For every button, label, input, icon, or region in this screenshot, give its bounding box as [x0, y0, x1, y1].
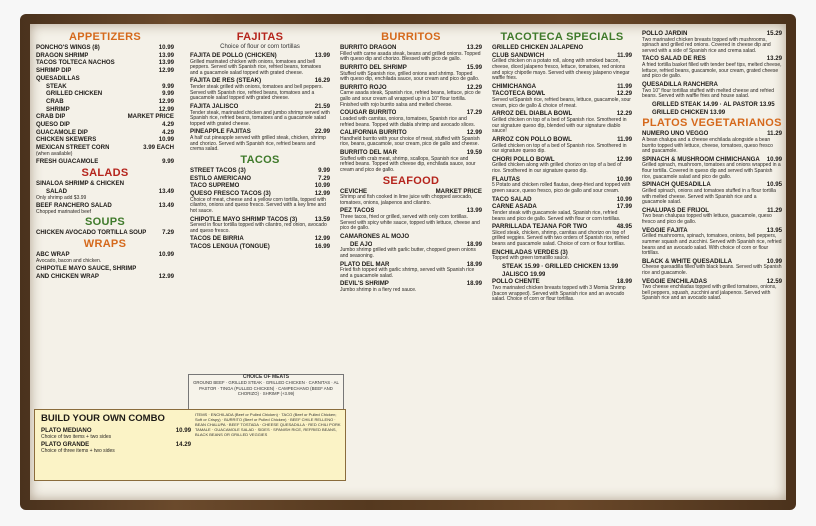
menu-item-description: Tender steak with guacamole salad, Spanish rice, refried beans and pico de gallo. Served with flour or corn tortillas. [492, 209, 621, 222]
menu-item-description: Served in flour tortilla topped with cilantro, red onion, avocado and queso fresco. [190, 222, 327, 234]
menu-item-name: SHRIMP [46, 105, 70, 113]
menu-item-price: 18.99 [466, 240, 482, 248]
menu-item-price: 18.99 [616, 278, 632, 286]
combo-row-name: PLATO GRANDE [41, 441, 90, 449]
menu-item-name: QUESO DIP [36, 121, 70, 129]
menu-item-price: 13.99 [158, 59, 174, 67]
menu-item-price: 12.99 [158, 105, 174, 113]
wraps-list [36, 251, 174, 281]
menu-item-name: CEVICHE [340, 187, 368, 195]
menu-item-price: 9.99 [162, 158, 174, 166]
menu-item-description: Two marinated chicken breasts topped with 3 Momia Shrimp (bacon wrapped). Served with Spanish rice and an avocado salad. Choice of corn or flour tortillas. [492, 285, 626, 303]
section-title-vegetarianos: PLATOS VEGETARIANOS [642, 117, 782, 130]
item-note: Avocado, bacon and chicken. [36, 257, 102, 264]
menu-item-name: GUACAMOLE DIP [36, 128, 88, 136]
menu-item-name: AND CHICKEN WRAP [36, 273, 99, 281]
menu-item-description: Topped with green tomatillo sauce. [492, 255, 569, 262]
menu-item [36, 44, 174, 52]
menu-item-price: 15.29 [766, 30, 782, 37]
menu-item-price: 13.49 [158, 187, 174, 195]
menu-item [642, 109, 782, 117]
tacos-list [190, 167, 330, 251]
menu-item [36, 158, 174, 166]
menu-item-price: 10.99 [158, 44, 174, 51]
menu-item-price: 12.99 [158, 67, 174, 75]
menu-item [642, 101, 782, 109]
menu-item-description: A bean chalupa and a cheese enchilada alongside a bean burrito topped with lettuce, cheese, tomatoes, queso fresco and guacamole. [642, 136, 773, 155]
menu-item-price: 13.99 [314, 52, 330, 59]
menu-item-description: Two bean chalupas topped with lettuce, guacamole, queso fresco and pico de gallo. [642, 213, 772, 226]
menu-item [36, 136, 174, 144]
menu-item-name: PLATO DEL MAR [340, 260, 390, 268]
choice-of-meats-box [188, 374, 344, 410]
menu-item-price: 18.99 [466, 280, 482, 288]
menu-item-name: CHORI POLLO BOWL [492, 155, 555, 163]
menu-item-name: SPINACH & MUSHROOM CHIMICHANGA [642, 155, 760, 163]
menu-item-description: Stuffed with crab meat, shrimp, scallops, Spanish rice and refried beans. Topped with cheese dip, enchilada sauce, sour cream and pico de gallo. [340, 155, 476, 173]
menu-item-price: 4.29 [162, 121, 174, 129]
menu-item-price: 11.29 [767, 206, 782, 214]
menu-item-description: Tender steak grilled with onions, tomatoes and bell peppers. Served with Spanish rice, refried beans, tomatoes and a guacamole salad topped with grated cheese. [190, 84, 323, 102]
menu-item [492, 196, 632, 204]
menu-item-name: CAMARONES AL MOJO [340, 232, 410, 240]
section-title-wraps: WRAPS [83, 238, 127, 251]
menu-item-price: 13.59 [314, 215, 330, 223]
menu-item-name: TACOS DE BIRRIA [190, 235, 244, 243]
menu-item-name: TACOS LENGUA (TONGUE) [190, 243, 270, 251]
menu-item-price: 18.99 [466, 260, 482, 268]
menu-item-name: CRAB DIP [36, 113, 66, 121]
section-title-fajitas: FAJITAS [236, 31, 284, 43]
menu-item [492, 83, 632, 91]
menu-item-price: 21.59 [314, 102, 330, 110]
menu-item-name: SALAD [46, 187, 67, 195]
menu-item-name: CHALUPAS DE FRIJOL [642, 206, 709, 214]
menu-item-description: Handheld burrito with your choice of meat, stuffed with Spanish rice, beans, guacamole, sour cream, pico de gallo and cheese. [340, 135, 480, 148]
menu-item [340, 233, 482, 241]
menu-item-price: 48.95 [616, 223, 632, 231]
menu-item-price: 13.29 [766, 55, 782, 63]
menu-item-name: QUESADILLA RANCHERA [642, 80, 718, 88]
menu-item-name: PEZ TACOS [340, 207, 375, 215]
menu-item-price: 9.99 [318, 166, 330, 174]
menu-item-description: 5 Potato and chicken rolled flautas, deep-fried and topped with green sauce, queso fresco, pico de gallo and sour cream. [492, 182, 631, 194]
menu-item [36, 90, 174, 98]
menu-item-name: POLLO CHENTE [492, 278, 540, 286]
menu-item-name: CALIFORNIA BURRITO [340, 129, 407, 137]
menu-item-description: Grilled chicken along with grilled chorizo on top of a bed of rice. Smothered in our signature queso dip. [492, 162, 622, 175]
menu-item-name: GRILLED CHICKEN 13.99 [652, 108, 726, 116]
menu-item-price: 22.99 [314, 128, 330, 136]
menu-item-price: 12.99 [158, 273, 174, 281]
menu-item-description: Grilled marinated chicken with onions, tomatoes and bell peppers. Served with Spanish rice, refried beans, tomatoes and a guacamole salad topped with grated cheese. [190, 58, 322, 76]
menu-item-name: ENCHILADAS VERDES (3) [492, 248, 568, 256]
menu-item-name: CHICKEN AVOCADO TORTILLA SOUP [36, 229, 147, 237]
menu-item-price: 13.95 [766, 226, 782, 234]
menu-item-name: CHIPOTLE MAYO SHRIMP TACOS (3) [190, 215, 298, 223]
menu-item [36, 52, 174, 60]
menu-item-name: VEGGIE FAJITA [642, 226, 688, 234]
menu-item [190, 175, 330, 183]
menu-board-frame [20, 14, 796, 510]
menu-item-price: 9.99 [162, 82, 174, 90]
appetizers-list [36, 44, 174, 166]
menu-item-price: 10.99 [158, 251, 174, 259]
burritos-list [340, 44, 482, 174]
menu-item-price: 10.95 [766, 181, 782, 189]
section-title-tacos: TACOS [240, 153, 280, 166]
menu-item-name: CLUB SANDWICH [492, 51, 545, 59]
menu-item-price: 10.99 [314, 182, 330, 190]
combo-row-price: 14.29 [175, 441, 191, 449]
menu-item-price: 11.99 [617, 82, 632, 90]
menu-item-price: 12.29 [616, 110, 632, 118]
menu-item-name: TACO SALAD [492, 195, 532, 203]
menu-item-name: FRESH GUACAMOLE [36, 158, 99, 166]
menu-item-name: FLAUTAS [492, 175, 520, 183]
menu-item-price: 16.99 [314, 243, 330, 251]
menu-item-description: Shrimp and fish cooked in lime juice with chopped avocado, tomatoes, onions, jalapenos and cilantro. [340, 194, 473, 206]
menu-item-price: 4.29 [162, 128, 174, 136]
menu-item-name: TACOTECA BOWL [492, 90, 546, 98]
menu-item-price: 11.99 [617, 135, 632, 143]
section-title-salads: SALADS [81, 167, 129, 180]
combo-row-name: PLATO MEDIANO [41, 427, 92, 434]
menu-item-price: 7.29 [318, 174, 330, 182]
menu-item-name: GRILLED CHICKEN JALAPENO [492, 44, 584, 51]
menu-item [492, 263, 632, 271]
menu-item [190, 243, 330, 251]
menu-item-price: 7.29 [162, 229, 174, 237]
menu-item-price: 13.49 [158, 202, 174, 210]
menu-item [36, 273, 174, 281]
menu-item-price: 12.99 [466, 129, 482, 137]
menu-item-price: MARKET PRICE [435, 187, 482, 195]
menu-item-description: Choice of meat, cheese and a yellow corn tortilla, topped with cilantro, onions and queso fresco. Served with a key lime and hot sauce. [190, 196, 326, 214]
menu-item-price: 12.99 [314, 190, 330, 198]
menu-item-name: CHIMICHANGA [492, 82, 537, 90]
menu-item-name: NUMERO UNO VEGGO [642, 130, 709, 138]
menu-item-name: ARROZ DEL DIABLA BOWL [492, 110, 573, 118]
menu-item-description: Cheese quesadilla filled with black beans. Served with Spanish rice and guacamole. [642, 264, 782, 276]
menu-item [36, 229, 174, 237]
menu-item-name: SHRIMP DIP [36, 67, 72, 75]
menu-item [36, 59, 174, 67]
menu-item-price: 12.99 [158, 97, 174, 105]
menu-item-description: Grilled spinach, mushroom, tomatoes and onions wrapped in a flour tortilla. Covered in queso dip and served with Spanish rice, guacamole salad and pico de gallo. [642, 162, 781, 180]
menu-item-name: POLLO JARDIN [642, 30, 688, 37]
menu-item-name: QUESADILLAS [36, 74, 80, 82]
column-3 [340, 30, 482, 496]
menu-item-name: FAJITA JALISCO [190, 102, 239, 110]
menu-item [492, 271, 632, 279]
menu-item-description: Jumbo shrimp in a fiery red sauce. [340, 287, 417, 294]
menu-item-name: BEEF RANCHERO SALAD [36, 202, 112, 210]
soups-list [36, 229, 174, 237]
menu-item-name: CARNE ASADA [492, 203, 537, 211]
menu-item-description: Two marinated chicken breasts topped with mushrooms, spinach and grilled red onions. Covered in cheese dip and served with a side of Spanish rice and crema salad. [642, 36, 771, 54]
menu-item-price: 11.99 [617, 51, 632, 59]
menu-item-price: 16.29 [314, 77, 330, 85]
menu-item-price: 12.99 [616, 155, 632, 163]
menu-item-name: STEAK [46, 82, 67, 90]
menu-item-description: A half cut pineapple served with grilled steak, chicken, shrimp and chorizo. Served with Spanish rice, refried beans and crema salad. [190, 135, 326, 153]
menu-item-name: CHIPOTLE MAYO SAUCE, SHRIMP [36, 265, 137, 273]
menu-item-name: CHICKEN SKEWERS [36, 136, 97, 144]
combo-items-text: ITEMS · ENCHILADA (Beef or Pulled Chicken) · TACO (Beef or Pulled Chicken; Soft or Crispy) · BURRITO (Beef or Pulled Chicken) · BEEF CHILE RELLENO · BEAN CHALUPA · BEEF TOSTADA · CHEESE QUESADILLA · RED CHILI PORK TAMALE · GUACAMOLE SALAD · SIDES · SPANISH RICE, REFRIED BEANS, BLACK BEANS OR GRILLED VEGGIES [195, 412, 341, 437]
menu-item-price: 10.99 [616, 175, 632, 183]
menu-item [36, 113, 174, 121]
menu-item-name: CRAB [46, 97, 64, 105]
menu-item-description: Grilled chicken on top of a bed of Spanish rice. Smothered in our signature queso dip. [492, 142, 627, 155]
menu-item-price: 12.29 [616, 90, 632, 98]
item-note: Only shrimp add $3.99 [36, 194, 87, 201]
menu-item-name: MEXICAN STREET CORN [36, 144, 110, 152]
menu-item-price: 12.59 [766, 277, 782, 285]
seafood-list [340, 188, 482, 294]
menu-item [36, 106, 174, 114]
menu-item-name: DE AJO [350, 240, 373, 248]
menu-item-price: 3.99 EACH [143, 144, 174, 152]
menu-item-name: BURRITO DEL SHRIMP [340, 63, 407, 71]
section-title-soups: SOUPS [84, 216, 125, 229]
menu-item-name: TACO SALAD DE RES [642, 55, 706, 63]
menu-item-name: COUGAR BURRITO [340, 109, 397, 117]
menu-item-name: BURRITO DEL MAR [340, 149, 397, 157]
menu-paper [30, 24, 786, 500]
menu-item [36, 129, 174, 137]
menu-item-price: 10.99 [616, 195, 632, 203]
item-note: Chopped marinated beef [36, 208, 92, 215]
fajitas-list [190, 52, 330, 153]
menu-item-description: Two cheese enchiladas topped with grilled tomatoes, onions, bell peppers, squash, zucchini and jalapenos. Served with Spanish rice and an avocado salad. [642, 284, 777, 302]
menu-item-name: VEGGIE ENCHILADAS [642, 277, 708, 285]
menu-item-price: 17.99 [616, 203, 632, 211]
menu-item-description: Grilled chicken on a potato roll, along with smoked bacon, cheese, diced jalapeno fresco, lettuce, tomatoes, red onions and spicy chipotle mayo. Served with cheesy jalapeno vinegar waffle fries. [492, 58, 630, 82]
menu-item-price: 12.99 [314, 235, 330, 243]
combo-row-desc: Choice of two items + two sides [41, 433, 112, 440]
menu-item [190, 167, 330, 175]
section-title-appetizers: APPETIZERS [68, 31, 142, 43]
menu-item-price: 15.99 [466, 63, 482, 71]
section-title-burritos: BURRITOS [381, 31, 441, 43]
menu-item [36, 75, 174, 83]
menu-item [36, 67, 174, 75]
combo-rows [41, 427, 191, 456]
menu-item-price: 19.59 [466, 149, 482, 157]
vegetarianos-list [642, 130, 782, 302]
menu-item-name: BURRITO ROJO [340, 83, 387, 91]
menu-item-description: Loaded with carnitas, onions, tomatoes, Spanish rice and refried beans. Topped with diabla shrimp and avocado slices. [340, 115, 475, 128]
menu-item [190, 235, 330, 243]
menu-item-price: 10.99 [158, 136, 174, 144]
menu-item-description: Tender steak, marinated chicken and jumbo shrimp served with Spanish rice, refried beans, tomatoes and a guacamole salad topped with grated cheese. [190, 109, 330, 127]
combo-title: BUILD YOUR OWN COMBO [41, 413, 165, 424]
menu-item-price: 13.99 [158, 51, 174, 59]
specials2-list [642, 30, 782, 116]
menu-item [492, 44, 632, 52]
menu-item-description: Filled with carne asada steak, beans and grilled onions. Topped with queso dip and chorizo. Blessed with pico de gallo. [340, 50, 481, 63]
menu-item-name: JALISCO 19.99 [502, 270, 546, 278]
menu-item-name: STREET TACOS (3) [190, 166, 246, 174]
build-your-own-combo-box [34, 409, 346, 481]
item-note: (when available) [36, 150, 73, 157]
menu-item-price: 13.29 [466, 44, 482, 51]
menu-item [36, 265, 174, 273]
menu-item-price: 11.29 [767, 130, 782, 138]
menu-item-name: BLACK & WHITE QUESADILLA [642, 257, 733, 265]
menu-item-name: TACO SUPREMO [190, 182, 240, 190]
menu-item-name: FAJITA DE POLLO (CHICKEN) [190, 52, 277, 59]
menu-item-name: DRAGON SHRIMP [36, 51, 89, 59]
menu-item-description: Carne asada steak, Spanish rice, refried beans, lettuce, pico de gallo and sour cream all wrapped up in a 10" flour tortilla. Finished with rojo burrito salsa and melted cheese. [340, 90, 481, 108]
combo-row-price: 10.99 [175, 427, 191, 434]
menu-item-description: Two 10" flour tortillas stuffed with melted cheese and refried beans. Served with waffle fries and house salad. [642, 87, 775, 100]
menu-item [36, 121, 174, 129]
menu-item-name: SPINACH QUESADILLA [642, 181, 711, 189]
menu-item-price: MARKET PRICE [127, 113, 174, 121]
menu-item-description: Stuffed with Spanish rice, grilled onions and shrimp. Topped with queso dip, enchilada sauce, sour cream and pico de gallo. [340, 70, 480, 83]
menu-item-description: A fried tortilla basket filled with tender beef tips, melted cheese, lettuce, refried beans, guacamole, sour cream, grated cheese and pico de gallo. [642, 62, 782, 80]
meats-text: GROUND BEEF · GRILLED STEAK · GRILLED CHICKEN · CARNITAS · AL PASTOR · TINGA (PULLED CHICKEN) · CAMPECHANO (BEEF AND CHORIZO) · SHRIMP (+3.99) [193, 380, 339, 397]
menu-item-description: Jumbo shrimp grilled with garlic butter, chopped green onions and seasoning. [340, 247, 476, 259]
column-4 [492, 30, 632, 496]
menu-item-name: STEAK 15.99 · GRILLED CHICKEN 13.99 [502, 262, 619, 270]
menu-item-price: 9.99 [162, 90, 174, 98]
menu-item-description: Three tacos, fried or grilled, served with only corn tortillas. Served with spicy white sauce, topped with lettuce, cheese and pico de gallo. [340, 214, 480, 232]
combo-row-desc: Choice of three items + two sides [41, 448, 115, 454]
menu-item-name: FAJITA DE RES (STEAK) [190, 77, 262, 85]
section-title-tacoteca: TACOTECA SPECIALS [500, 31, 624, 43]
menu-item-description: Fried fish topped with garlic shrimp, served with Spanish rice and a guacamole salad. [340, 267, 475, 279]
menu-item-description: Grilled mushrooms, spinach, tomatoes, onions, bell peppers, summer squash and zucchini. Served with Spanish rice, refried beans and an avocado salad. With choice of corn or flour tortillas. [642, 233, 782, 257]
menu-item-name: GRILLED CHICKEN [46, 90, 103, 98]
column-5 [642, 30, 782, 496]
menu-item-price: 13.99 [466, 207, 482, 215]
menu-item-name: ABC WRAP [36, 251, 70, 259]
fajitas-subtitle: Choice of flour or corn tortillas [220, 44, 300, 50]
menu-item [190, 182, 330, 190]
menu-item-name: TACOS TOLTECA NACHOS [36, 59, 115, 67]
menu-item-price: 10.99 [766, 155, 782, 163]
menu-item-name: PONCHO'S WINGS (8) [36, 44, 100, 51]
menu-item-price: 12.29 [466, 83, 482, 91]
menu-item-price: 17.29 [466, 109, 482, 117]
menu-item-name: GRILLED STEAK 14.99 · AL PASTOR 13.95 [652, 100, 775, 108]
menu-item-name: PINEAPPLE FAJITAS [190, 128, 251, 136]
menu-item-description: Sliced steak, chicken, shrimp, carnitas and chorizo on top of grilled veggies. Served with two orders of Spanish rice, refried beans and guacamole salad. Choice of corn or flour tortillas. [492, 229, 630, 248]
menu-item-description: Served w/Spanish rice, refried beans, lettuce, guacamole, sour cream, pico de gallo & choice of meat. [492, 97, 631, 109]
section-title-seafood: SEAFOOD [382, 174, 440, 187]
menu-item-name: ARROZ CON POLLO BOWL [492, 135, 572, 143]
meats-title: CHOICE OF MEATS [242, 374, 290, 380]
menu-item-name: ESTILO AMERICANO [190, 174, 252, 182]
menu-item [36, 83, 174, 91]
menu-item-description: Grilled spinach, onions and tomatoes stuffed in a flour tortilla with melted cheese. Served with Spanish rice and a guacamole salad. [642, 187, 776, 206]
menu-item-name: DEVIL'S SHRIMP [340, 280, 389, 288]
menu-item-name: PARRILLADA TEJANA FOR TWO [492, 223, 588, 231]
menu-item [36, 98, 174, 106]
menu-item-description: Grilled chicken on top of a bed of Spanish rice. Smothered in our signature queso dip, blended with our signature diablo sauce! [492, 117, 627, 135]
salads-list [36, 180, 174, 215]
menu-item-name: SINALOA SHRIMP & CHICKEN [36, 180, 125, 188]
menu-item-name: QUESO FRESCO TACOS (3) [190, 190, 271, 198]
menu-item-price: 10.99 [766, 257, 782, 265]
menu-item-name: BURRITO DRAGON [340, 44, 397, 51]
menu-item [36, 180, 174, 188]
tacoteca-list [492, 44, 632, 303]
